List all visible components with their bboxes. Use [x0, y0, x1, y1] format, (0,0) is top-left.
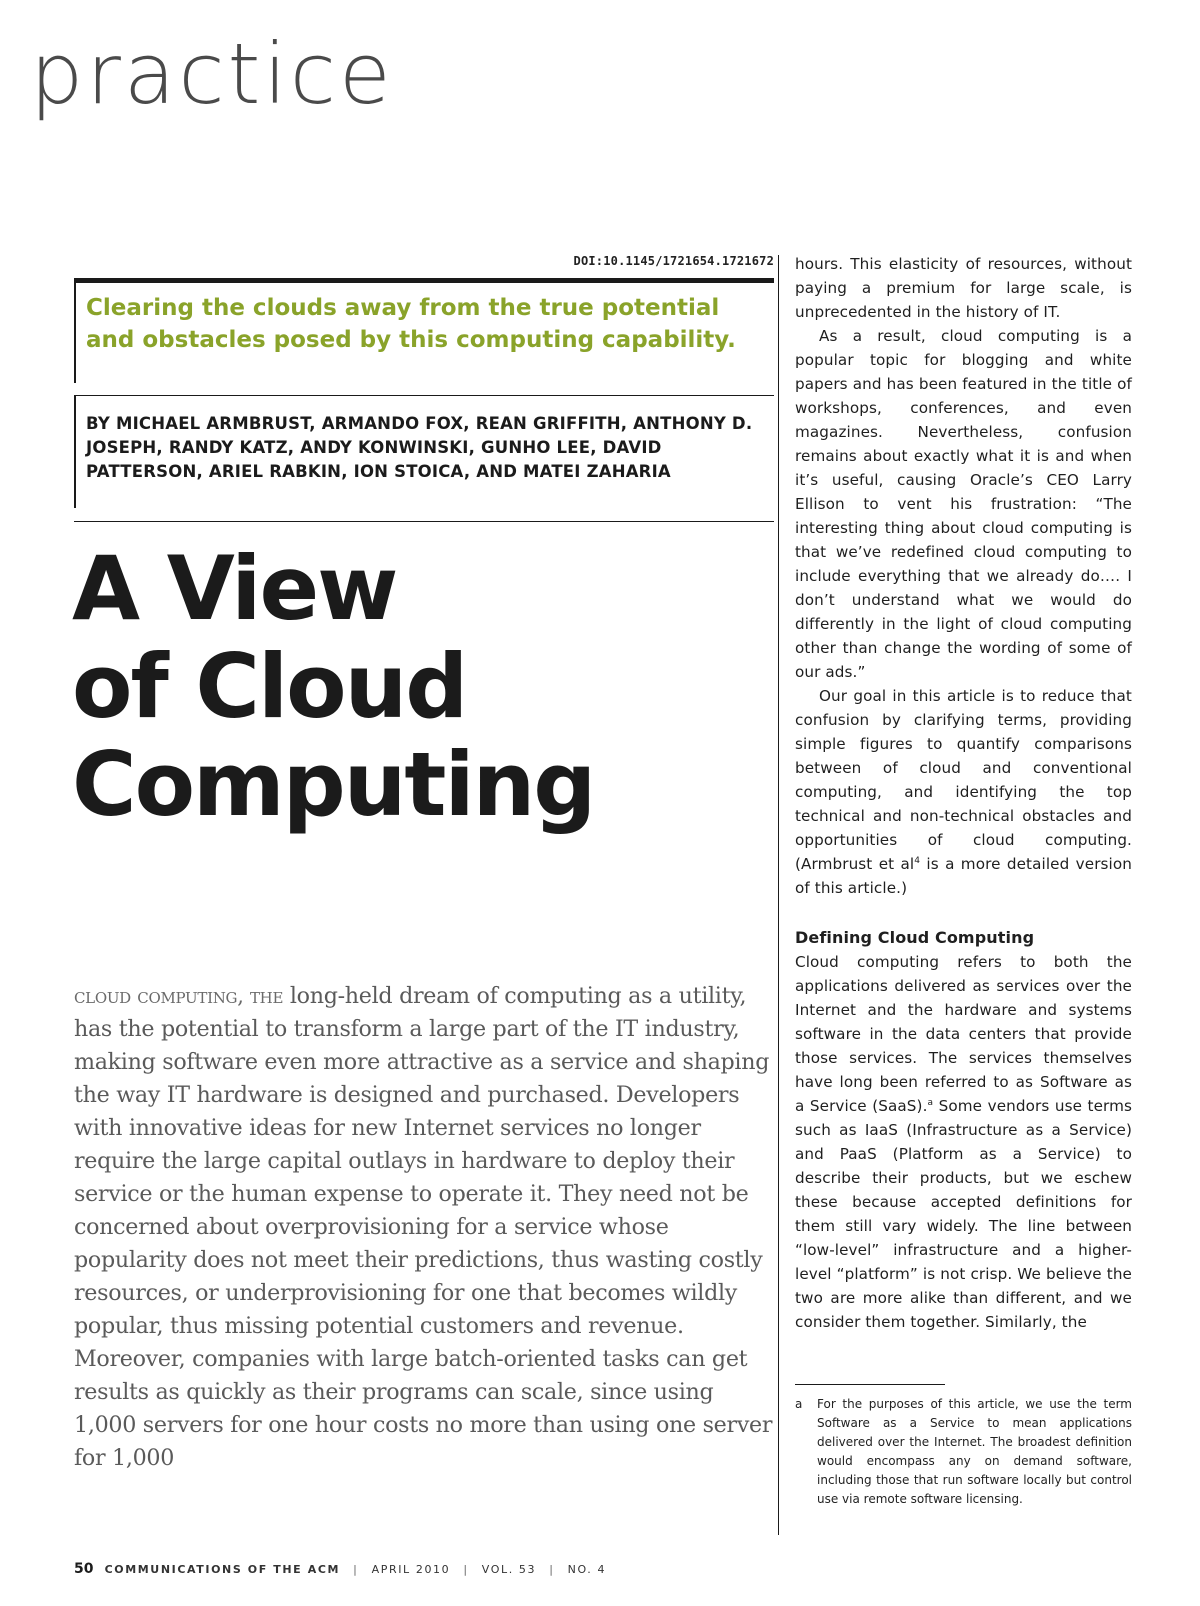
- footer-separator: |: [549, 1563, 555, 1576]
- page-number: 50: [74, 1561, 94, 1577]
- publication-name: COMMUNICATIONS OF THE ACM: [104, 1563, 341, 1576]
- reference-4[interactable]: 4: [914, 855, 921, 866]
- footnote-rule: [795, 1384, 945, 1385]
- title-line-1: A View: [72, 537, 397, 640]
- footer-separator: |: [463, 1563, 469, 1576]
- lead-smallcaps: cloud computing, the: [74, 984, 284, 1008]
- footnote-text: For the purposes of this article, we use the term Software as a Service to mean applications delivered over the Internet. The broadest definition would encompass any on demand software, including those that run software locally but control use via remote software licensing.: [817, 1397, 1132, 1506]
- section-heading: Defining Cloud Computing: [795, 928, 1035, 947]
- byline-frame: [74, 396, 76, 508]
- column-paragraph-4: [795, 950, 1132, 1334]
- footnote: [795, 1395, 1132, 1509]
- author-byline: BY MICHAEL ARMBRUST, ARMANDO FOX, REAN GRIFFITH, ANTHONY D. JOSEPH, RANDY KATZ, ANDY KONWINSKI, GUNHO LEE, DAVID PATTERSON, ARIEL RABKIN, ION STOICA, AND MATEI ZAHARIA: [86, 414, 753, 481]
- lead-paragraph: [74, 980, 774, 1475]
- title-line-3: Computing: [72, 733, 595, 836]
- issue-number: NO. 4: [567, 1563, 607, 1576]
- article-title: [72, 537, 752, 836]
- column-paragraph-1: hours. This elasticity of resources, without paying a premium for large scale, is unprecedented in the history of IT.: [795, 255, 1132, 321]
- page-footer: [74, 1561, 606, 1577]
- column-paragraph-2: As a result, cloud computing is a popular topic for blogging and white papers and has been featured in the title of workshops, conferences, and even magazines. Nevertheless, confusion remains about exactly what it is and when it’s useful, causing Oracle’s CEO Larry Ellison to vent his frustration: “The interesting thing about cloud computing is that we’ve redefined cloud computing to include everything that we already do…. I don’t understand what we would do differently in the light of cloud computing other than change the wording of some of our ads.”: [795, 327, 1132, 681]
- footnote-ref-a[interactable]: a: [927, 1097, 934, 1108]
- right-column: [795, 252, 1132, 1334]
- issue-date: APRIL 2010: [371, 1563, 451, 1576]
- p4-text-b: Some vendors use terms such as IaaS (Infrastructure as a Service) and PaaS (Platform as a Service) to describe their products, but we eschew these because accepted definitions for them still vary widely. The line between “low-level” infrastructure and a higher-level “platform” is not crisp. We believe the two are more alike than different, and we consider them together. Similarly, the: [795, 1097, 1133, 1331]
- section-label: practice: [30, 25, 394, 123]
- title-line-2: of Cloud: [72, 635, 467, 738]
- lead-text: long-held dream of computing as a utility, has the potential to transform a large part of the IT industry, making software even more attractive as a service and shaping the way IT hardware is designed and purchased. Developers with innovative ideas for new Internet services no longer require the large capital outlays in hardware to deploy their service or the human expense to operate it. They need not be concerned about overprovisioning for a service whose popularity does not meet their predictions, thus wasting costly resources, or underprovisioning for one that becomes wildly popular, thus missing potential customers and revenue. Moreover, companies with large batch-oriented tasks can get results as quickly as their programs can scale, since using 1,000 servers for one hour costs no more than using one server for 1,000: [74, 983, 773, 1471]
- volume: VOL. 53: [481, 1563, 537, 1576]
- footer-separator: |: [353, 1563, 359, 1576]
- article-deck: Clearing the clouds away from the true potential and obstacles posed by this computing capability.: [86, 295, 736, 353]
- p3-text-a: Our goal in this article is to reduce that confusion by clarifying terms, providing simple figures to quantify comparisons between of cloud and conventional computing, and identifying the top technical and non-technical obstacles and opportunities of cloud computing. (Armbrust et al: [795, 687, 1132, 873]
- column-paragraph-3: [795, 684, 1132, 900]
- p4-text-a: Cloud computing refers to both the applications delivered as services over the Internet and the hardware and systems software in the data centers that provide those services. The services themselves have long been referred to as Software as a Service (SaaS).: [795, 953, 1132, 1115]
- byline-rule-top: [74, 395, 774, 396]
- footnote-mark: a: [795, 1397, 803, 1411]
- p3-text-b: is a more detailed version of this article.): [795, 855, 1132, 897]
- byline-rule-bottom: [74, 521, 774, 522]
- doi[interactable]: DOI:10.1145/1721654.1721672: [573, 254, 774, 268]
- column-divider: [778, 255, 779, 1535]
